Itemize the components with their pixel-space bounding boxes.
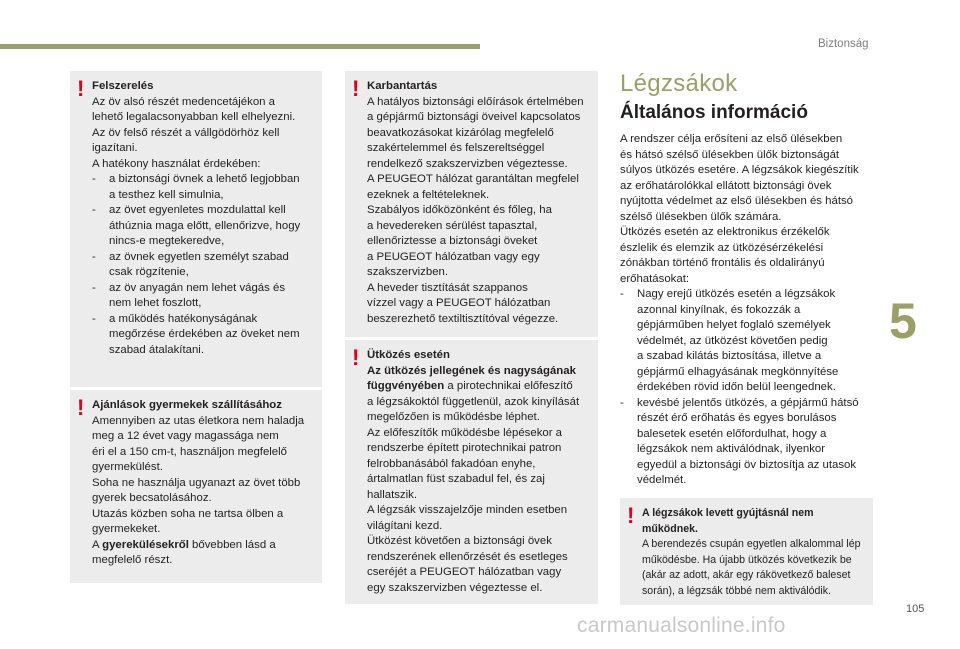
chapter-number: 5 [889, 293, 917, 349]
warning-icon: ! [77, 76, 85, 101]
text-line: A PEUGEOT hálózat garantáltan megfelel [367, 173, 579, 185]
text-line: nem lehet foszlott, [109, 297, 202, 309]
text-line: A légzsák visszajelzője minden esetben [367, 504, 568, 516]
text-line: rendszerének ellenőrzését és esetleges [367, 550, 568, 563]
text-line: Utazás közben soha ne tartsa ölben a [92, 507, 284, 520]
text-line: beszerezhető textiltisztítóval végezze. [367, 312, 559, 325]
text-line: Soha ne használja ugyanazt az övet több [92, 476, 301, 489]
section-heading: Légzsákok [620, 70, 738, 97]
text-line: lehető legalacsonyabban kell elhelyezni. [92, 111, 296, 123]
text-line: védelmét, az ütközést követően pedig [637, 334, 828, 347]
text-line: észlelik és elemzik az ütközésérzékelési [620, 241, 824, 254]
text-line: cseréjét a PEUGEOT hálózatban vagy [367, 566, 562, 578]
text-line: a gépjármű biztonsági öveivel kapcsolatos [367, 111, 581, 123]
levett-gyujtas-box [620, 498, 873, 605]
text-line: A hatékony használat érdekében: [92, 157, 261, 170]
text-line: a hevedereken sérülést tapasztal, [367, 219, 538, 232]
text-line: A berendezés csupán egyetlen alkalommal lép [642, 538, 861, 550]
text-line: hallatszik. [367, 488, 418, 501]
text-line [367, 379, 588, 395]
box-title: Ütközés esetén [367, 349, 450, 361]
text-line: a biztonsági övnek a lehető legjobban [109, 173, 300, 185]
text-line: egyedül a biztonsági öv biztosítja az utasok [637, 458, 857, 471]
bold-reference: gyerekülésekről [102, 538, 189, 551]
text-line: súlyos ütközés esetére. A légzsákok kiegészítik [620, 164, 859, 176]
list-item [92, 172, 312, 203]
text-line: ezeknek a feltételeknek. [367, 188, 490, 201]
text-line: szakértelemmel és felszereltséggel [367, 142, 545, 154]
karbantartas-box [345, 71, 598, 337]
warning-icon: ! [352, 345, 360, 370]
text-line: a szabad kilátás biztosítása, illetve a [637, 350, 822, 362]
text-line: beavatkozásokat kizárólag megfelelő [367, 126, 554, 139]
text-line: Nagy erejű ütközés esetén a légzsákok [637, 288, 836, 300]
page-number: 105 [906, 603, 925, 615]
box-title: működnek. [642, 522, 698, 535]
warning-icon: ! [77, 395, 85, 420]
text-line: nyújtotta védelmet az első ülésekben és hátsó [620, 195, 854, 207]
text-line: gyerek becsatolásához. [92, 492, 212, 504]
text-line [92, 538, 312, 554]
text-line: megőrzése érdekében az öveket nem [109, 328, 300, 340]
text-line: a PEUGEOT hálózatban vagy egy [367, 250, 540, 263]
text-line: az öv anyagán nem lehet vágás és [109, 281, 286, 294]
text-fragment: a pirotechnikai előfeszítő [444, 380, 573, 392]
text-line: megelőzően is működésbe léphet. [367, 411, 540, 423]
list-item [620, 396, 882, 489]
text-line: szakszervizben. [367, 266, 449, 278]
dash-bullet: - [92, 281, 96, 294]
header-accent-bar [0, 44, 480, 49]
text-line: (akár az adott, akár egy rákövetkező baleset [642, 569, 851, 581]
list-item [620, 287, 882, 396]
warning-icon: ! [352, 76, 360, 101]
text-line: érdekében rövid időn belül leengednek. [637, 381, 836, 393]
text-line: gépjárműben helyet foglaló személyek [637, 319, 831, 331]
text-line: világítani kezd. [367, 519, 443, 532]
text-line: rendelkező szakszervizben végeztesse. [367, 157, 568, 170]
box-title: Karbantartás [367, 80, 438, 92]
text-line: csak rögzítenie, [109, 266, 189, 278]
box-title: Ajánlások gyermekek szállításához [92, 399, 282, 411]
text-line: felrobbanásából fakadóan enyhe, [367, 457, 536, 470]
text-line: ártalmatlan füst szabadul fel, és zaj [367, 473, 545, 485]
dash-bullet: - [92, 173, 96, 185]
utkozes-box [345, 340, 598, 604]
section-title: Biztonság [818, 38, 869, 50]
text-line: meg a 12 évet vagy magassága nem [92, 430, 279, 442]
text-line: A heveder tisztítását szappanos [367, 281, 528, 294]
text-line: a légzsákoktól függetlenül, azok kinyílását [367, 395, 580, 408]
bold-line: Az ütközés jellegének és nagyságának [367, 364, 576, 377]
text-line: Ütközés esetén az elektronikus érzékelők [620, 226, 830, 238]
text-line: a testhez kell simulnia, [109, 188, 224, 201]
text-line: gépjármű elhagyásának megkönnyítése [637, 365, 839, 378]
text-line: szabad átalakítani. [109, 343, 204, 356]
text-line: nincs-e megtekeredve, [109, 235, 225, 247]
text-fragment: A [92, 538, 103, 551]
text-line: áthúznia maga előtt, ellenőrizve, hogy [109, 219, 301, 232]
text-line: éri el a 150 cm-t, használjon megfelelő [92, 445, 288, 458]
text-line: gyermekülést. [92, 461, 163, 473]
text-line: működésbe. Ha újabb ütközés következik be [642, 553, 852, 566]
text-line: az erőhatárolókkal ellátott biztonsági övek [620, 179, 832, 192]
text-line: balesetek esetén előfordulhat, hogy a [637, 427, 827, 440]
list-item [92, 281, 312, 312]
text-line: a működés hatékonyságának [109, 312, 258, 325]
text-line: Az öv felső részét a vállgödörhöz kell [92, 126, 280, 139]
text-line: vízzel vagy a PEUGEOT hálózatban [367, 297, 551, 309]
list-item [92, 250, 312, 281]
text-line: A hatályos biztonsági előírások értelmében [367, 95, 584, 108]
airbag-section [620, 70, 882, 489]
warning-icon: ! [627, 503, 635, 528]
list-item [92, 312, 312, 359]
text-line: szélső ülésekben ülők számára. [620, 210, 782, 223]
text-line: Amennyiben az utas életkora nem haladja [92, 414, 305, 427]
dash-bullet: - [92, 250, 96, 263]
dash-bullet: - [620, 396, 624, 409]
text-line: Ütközést követően a biztonsági övek [367, 535, 552, 547]
text-line: kevésbé jelentős ütközés, a gépjármű hátsó [637, 396, 859, 409]
dash-bullet: - [92, 204, 96, 216]
text-line: Szabályos időközönként és főleg, ha [367, 204, 552, 216]
text-line: gyermekeket. [92, 523, 161, 535]
text-fragment: bővebben lásd a [188, 538, 276, 551]
text-line: Az előfeszítők működésbe lépésekor a [367, 426, 563, 439]
text-line: védelmét. [637, 474, 687, 486]
text-line: Az öv alsó részét medencetájékon a [92, 95, 275, 108]
text-line: légzsákok nem aktiválódnak, ilyenkor [637, 443, 826, 455]
dash-bullet: - [620, 288, 624, 300]
text-line: zónákban történő frontális és oldalirányú [620, 257, 825, 269]
felszereles-box [70, 71, 322, 387]
ajanlasok-box [70, 390, 322, 583]
watermark: carmanualsonline.info [577, 614, 786, 637]
text-line: az övet egyenletes mozdulattal kell [109, 204, 286, 216]
subsection-heading: Általános információ [620, 102, 808, 123]
list-item [92, 203, 312, 250]
bold-fragment: függvényében [367, 380, 445, 392]
text-line: A rendszer célja erősíteni az első ülésekben [620, 133, 843, 145]
dash-bullet: - [92, 312, 96, 325]
text-line: egy szakszervizben végeztesse el. [367, 581, 543, 594]
text-line: az övnek egyetlen személyt szabad [109, 250, 289, 263]
text-line: megfelelő részt. [92, 554, 173, 566]
text-line: ellenőriztesse a biztonsági öveket [367, 235, 538, 247]
text-line: igazítani. [92, 142, 138, 154]
box-title: A légzsákok levett gyújtásnál nem [642, 507, 814, 519]
text-line: részét érő erőhatás és egyes borulásos [637, 412, 837, 424]
box-title: Felszerelés [92, 80, 154, 92]
text-line: rendszerbe épített pirotechnikai patron [367, 442, 562, 454]
text-line: erőhatásokat: [620, 272, 690, 285]
text-line: és hátsó szélső ülésekben ülők biztonságát [620, 148, 840, 161]
text-line: során), a légzsák többé nem aktiválódik. [642, 584, 832, 597]
text-line: azonnal kinyílnak, és fokozzák a [637, 303, 801, 316]
